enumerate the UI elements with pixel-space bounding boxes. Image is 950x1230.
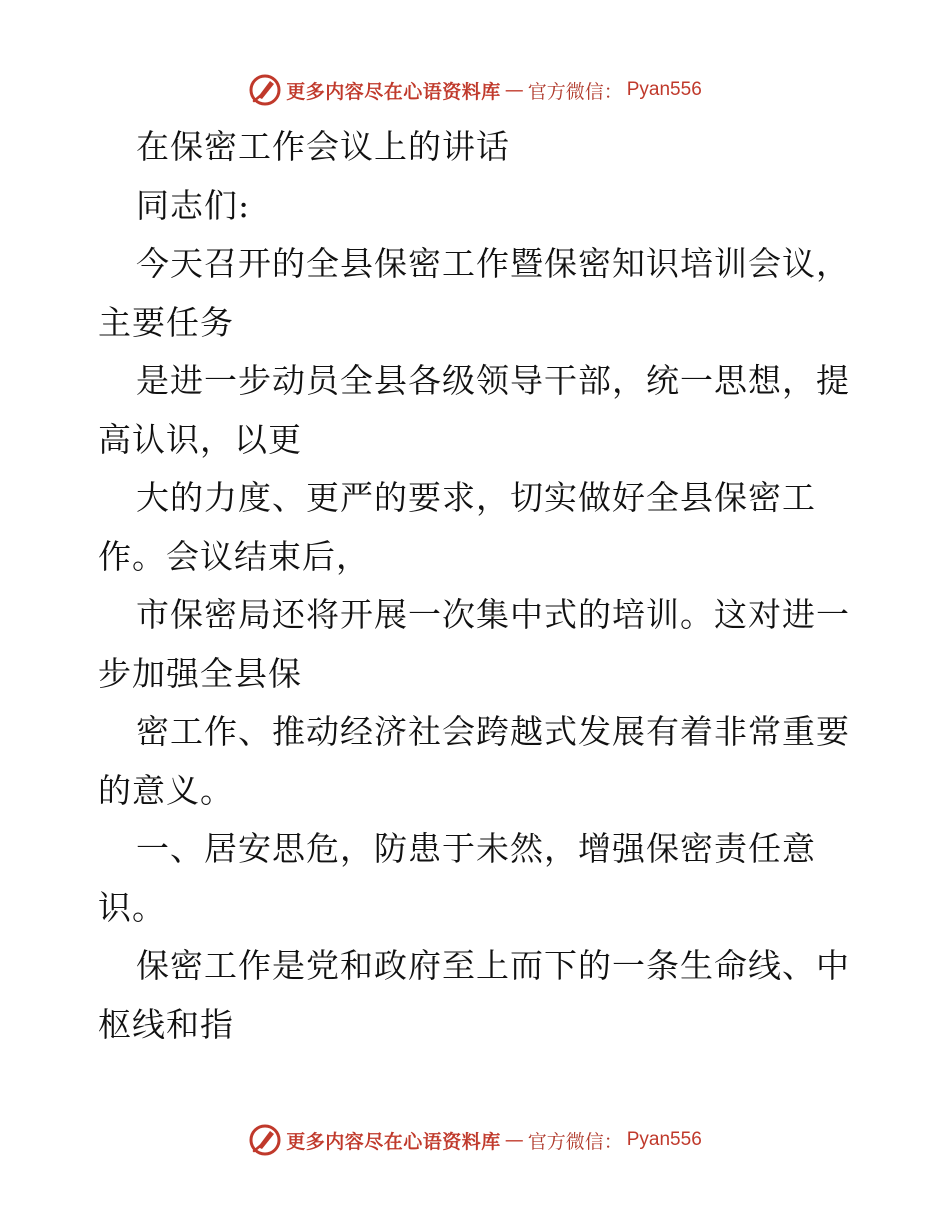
section-heading: 一、居安思危，防患于未然，增强保密责任意 [136,829,816,868]
footer-banner-wechat-id: Pyan556 [626,1129,702,1150]
header-banner-dash: — [504,79,524,101]
quill-pen-logo-icon [248,1123,282,1157]
footer-banner-dash: — [504,1129,524,1151]
body-line: 保密工作是党和政府至上而下的一条生命线、中 [136,946,850,985]
body-line: 是进一步动员全县各级领导干部，统一思想，提 [136,361,850,400]
header-banner-inner [248,73,702,107]
body-line: 高认识，以更 [98,419,302,459]
footer-banner-inner [248,1123,702,1157]
header-banner [0,70,950,110]
body-line: 密工作、推动经济社会跨越式发展有着非常重要 [136,712,850,751]
footer-banner-wechat-label: 官方微信： [527,1130,623,1153]
body-line: 的意义。 [98,770,234,810]
footer-banner-text: 更多内容尽在心语资料库 [286,1130,501,1153]
header-banner-text: 更多内容尽在心语资料库 [286,80,501,103]
header-banner-wechat-id: Pyan556 [626,79,702,100]
body-line: 步加强全县保 [98,653,302,693]
body-line: 主要任务 [98,302,234,342]
salutation: 同志们: [136,185,251,225]
quill-pen-logo-icon [248,73,282,107]
header-banner-wechat-label: 官方微信： [527,80,623,103]
body-line: 市保密局还将开展一次集中式的培训。这对进一 [136,595,850,634]
body-line: 大的力度、更严的要求，切实做好全县保密工 [136,478,816,517]
body-line: 今天召开的全县保密工作暨保密知识培训会议， [136,244,850,283]
footer-banner [0,1120,950,1160]
section-heading-continued: 识。 [98,887,166,927]
document-title: 在保密工作会议上的讲话 [136,127,510,166]
body-line: 作。会议结束后， [98,536,370,576]
document-body [98,118,858,1054]
body-line: 枢线和指 [98,1004,234,1044]
